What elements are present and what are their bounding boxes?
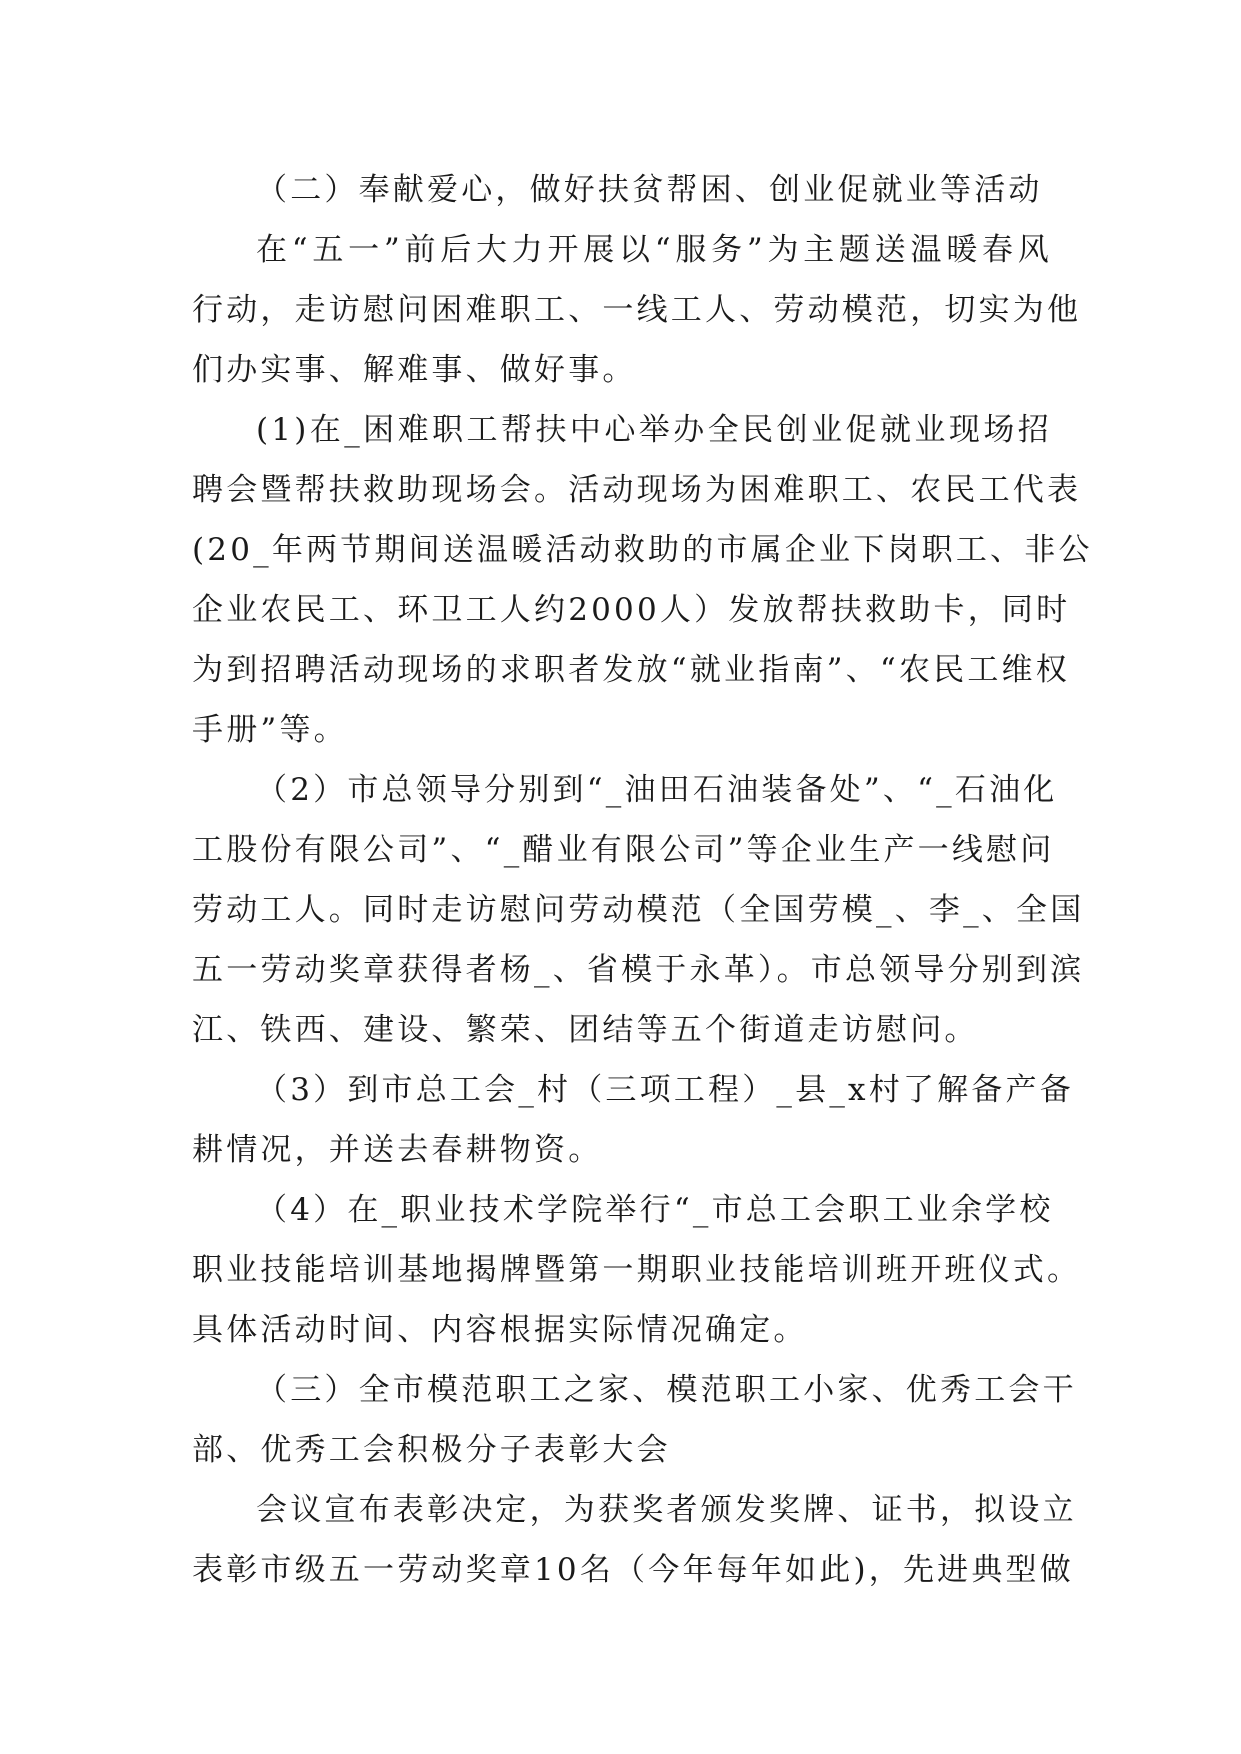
list-item-1-line: 企业农民工、环卫工人约2000人）发放帮扶救助卡，同时 (192, 592, 1071, 628)
paragraph-line: 在“五一”前后大力开展以“服务”为主题送温暖春风 (256, 232, 1052, 268)
document-body (192, 160, 1093, 1600)
list-item-1-line: (1)在_困难职工帮扶中心举办全民创业促就业现场招 (256, 412, 1052, 448)
paragraph-line: 表彰市级五一劳动奖章10名（今年每年如此)，先进典型做 (192, 1552, 1074, 1588)
list-item-2-line: 工股份有限公司”、“_醋业有限公司”等企业生产一线慰问 (192, 832, 1055, 868)
paragraph-line: 会议宣布表彰决定，为获奖者颁发奖牌、证书，拟设立 (256, 1492, 1077, 1528)
list-item-2-line: 五一劳动奖章获得者杨_、省模于永革）。市总领导分别到滨 (192, 952, 1085, 988)
list-item-1-line: (20_年两节期间送温暖活动救助的市属企业下岗职工、非公 (192, 532, 1093, 568)
list-item-4-line: 职业技能培训基地揭牌暨第一期职业技能培训班开班仪式。 (192, 1252, 1082, 1288)
list-item-1-line: 手册”等。 (192, 712, 348, 748)
paragraph-line: 们办实事、解难事、做好事。 (192, 352, 637, 388)
list-item-2-line: 江、铁西、建设、繁荣、团结等五个街道走访慰问。 (192, 1012, 979, 1048)
section-heading-3: 部、优秀工会积极分子表彰大会 (192, 1432, 671, 1468)
section-heading-2: （二）奉献爱心，做好扶贫帮困、创业促就业等活动 (256, 172, 1043, 208)
paragraph-line: 行动，走访慰问困难职工、一线工人、劳动模范，切实为他 (192, 292, 1082, 328)
section-heading-3: （三）全市模范职工之家、模范职工小家、优秀工会干 (256, 1372, 1077, 1408)
list-item-4-line: （4）在_职业技术学院举行“_市总工会职工业余学校 (256, 1192, 1054, 1228)
list-item-3-line: （3）到市总工会_村（三项工程）_县_x村了解备产备 (256, 1072, 1074, 1108)
list-item-1-line: 为到招聘活动现场的求职者发放“就业指南”、“农民工维权 (192, 652, 1070, 688)
list-item-4-line: 具体活动时间、内容根据实际情况确定。 (192, 1312, 808, 1348)
list-item-3-line: 耕情况，并送去春耕物资。 (192, 1132, 603, 1168)
list-item-2-line: 劳动工人。同时走访慰问劳动模范（全国劳模_、李_、全国 (192, 892, 1085, 928)
list-item-2-line: （2）市总领导分别到“_油田石油装备处”、“_石油化 (256, 772, 1058, 808)
list-item-1-line: 聘会暨帮扶救助现场会。活动现场为困难职工、农民工代表 (192, 472, 1082, 508)
